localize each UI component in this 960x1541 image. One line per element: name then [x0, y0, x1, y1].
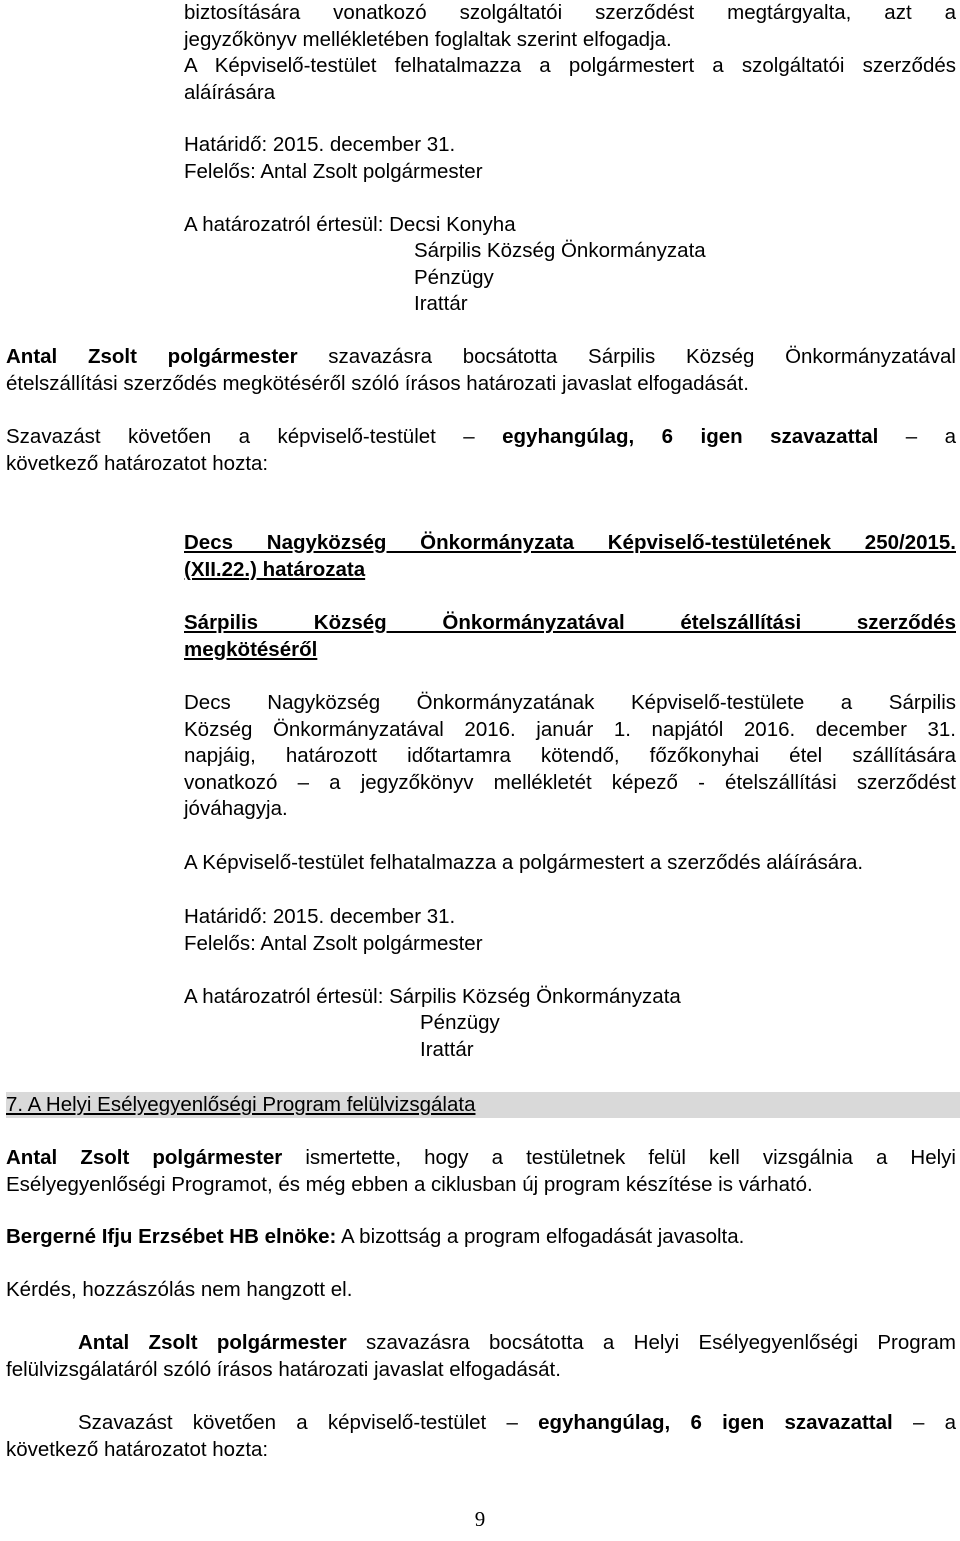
resolution-title-line-1: Decs Nagyközség Önkormányzata Képviselő-testületének 250/2015.	[184, 531, 956, 554]
vote-paragraph-1	[6, 344, 956, 397]
resolution-subject-line-1: Sárpilis Község Önkormányzatával ételszállítási szerződés	[184, 611, 956, 634]
section-7-heading: 7. A Helyi Esélyegyenlőségi Program felülvizsgálata	[6, 1093, 476, 1116]
vote-result-line-1: Szavazást követően a képviselő-testület – egyhangúlag, 6 igen szavazattal – a	[6, 425, 957, 448]
resolution-deadline: Határidő: 2015. december 31.	[184, 905, 456, 928]
resolution-body-line: jóváhagyja.	[184, 797, 288, 820]
prev-notify-item: Irattár	[414, 292, 468, 315]
resolution-subject	[184, 610, 956, 663]
prev-notify-block	[184, 212, 516, 239]
prev-notify-item: Pénzügy	[414, 265, 494, 289]
section-7-p1-line-2: Esélyegyenlőségi Programot, és még ebben a ciklusban új program készítése is várható.	[6, 1172, 813, 1196]
prev-resolution-line-2: jegyzőkönyv mellékletében foglaltak szerint elfogadja.	[184, 27, 672, 51]
resolution-subject-line-2: megkötéséről	[184, 637, 318, 661]
prev-notify-item: Sárpilis Község Önkormányzata	[414, 239, 706, 262]
prev-notify-label: A határozatról értesül: Decsi Konyha	[184, 213, 516, 236]
section-7-heading-bar	[6, 1092, 960, 1118]
section-7-paragraph-1	[6, 1145, 956, 1198]
committee-chair-name: Bergerné Ifju Erzsébet HB elnöke:	[6, 1225, 337, 1248]
vote-line-1: Antal Zsolt polgármester szavazásra bocsátotta Sárpilis Község Önkormányzatával	[6, 345, 956, 368]
resolution-notify-item: Pénzügy	[420, 1011, 500, 1034]
vote-result-1	[6, 424, 956, 477]
vote-line-2: ételszállítási szerződés megkötéséről szóló írásos határozati javaslat elfogadását.	[6, 371, 749, 395]
prev-authorization-line-2: aláírására	[184, 80, 276, 104]
vote-result-2-line-1: Szavazást követően a képviselő-testület – egyhangúlag, 6 igen szavazattal – a	[78, 1411, 956, 1434]
resolution-title	[184, 530, 956, 583]
speaker-name: Antal Zsolt polgármester	[6, 345, 298, 368]
speaker-name: Antal Zsolt polgármester	[78, 1331, 347, 1354]
page-number: 9	[474, 1507, 486, 1531]
resolution-notify-item: Irattár	[420, 1037, 474, 1061]
vote-result-2	[6, 1410, 956, 1463]
prev-deadline-block	[184, 132, 483, 185]
resolution-responsible: Felelős: Antal Zsolt polgármester	[184, 931, 483, 955]
prev-deadline: Határidő: 2015. december 31.	[184, 133, 456, 156]
prev-responsible: Felelős: Antal Zsolt polgármester	[184, 159, 483, 183]
section-7-p1-line-1: Antal Zsolt polgármester ismertette, hogy a testületnek felül kell vizsgálnia a Helyi	[6, 1146, 956, 1169]
section-7-p4-line-1: Antal Zsolt polgármester szavazásra bocsátotta a Helyi Esélyegyenlőségi Program	[78, 1331, 956, 1354]
section-7-paragraph-3: Kérdés, hozzászólás nem hangzott el.	[6, 1278, 353, 1301]
resolution-body-line: vonatkozó – a jegyzőkönyv mellékletét képező - ételszállítási szerződést	[184, 770, 956, 794]
resolution-body	[184, 690, 956, 823]
resolution-body-line: Decs Nagyközség Önkormányzatának Képviselő-testülete a Sárpilis	[184, 691, 956, 714]
resolution-notify-label: A határozatról értesül: Sárpilis Község Önkormányzata	[184, 985, 681, 1008]
prev-resolution-text	[184, 0, 956, 106]
vote-result-line-2: következő határozatot hozta:	[6, 451, 269, 475]
prev-authorization-line-1: A Képviselő-testület felhatalmazza a polgármestert a szolgáltatói szerződés	[184, 54, 956, 77]
resolution-notify-block	[184, 984, 681, 1011]
speaker-name: Antal Zsolt polgármester	[6, 1146, 283, 1169]
section-7-paragraph-4	[6, 1330, 956, 1383]
resolution-title-line-2: (XII.22.) határozata	[184, 557, 366, 581]
resolution-authorization: A Képviselő-testület felhatalmazza a polgármestert a szerződés aláírására.	[184, 851, 864, 874]
resolution-body-line: napjáig, határozott időtartamra kötendő, főzőkonyhai étel szállítására	[184, 744, 956, 767]
vote-result-2-line-2: következő határozatot hozta:	[6, 1437, 269, 1461]
section-7-p4-line-2: felülvizsgálatáról szóló írásos határozati javaslat elfogadását.	[6, 1357, 561, 1381]
prev-resolution-line-1: biztosítására vonatkozó szolgáltatói szerződést megtárgyalta, azt a	[184, 1, 956, 24]
resolution-deadline-block	[184, 904, 483, 957]
prev-notify-list	[414, 238, 706, 318]
resolution-notify-list	[420, 1010, 500, 1063]
resolution-body-line: Község Önkormányzatával 2016. január 1. napjától 2016. december 31.	[184, 717, 956, 741]
section-7-paragraph-2: Bergerné Ifju Erzsébet HB elnöke: A bizottság a program elfogadását javasolta.	[6, 1225, 745, 1248]
